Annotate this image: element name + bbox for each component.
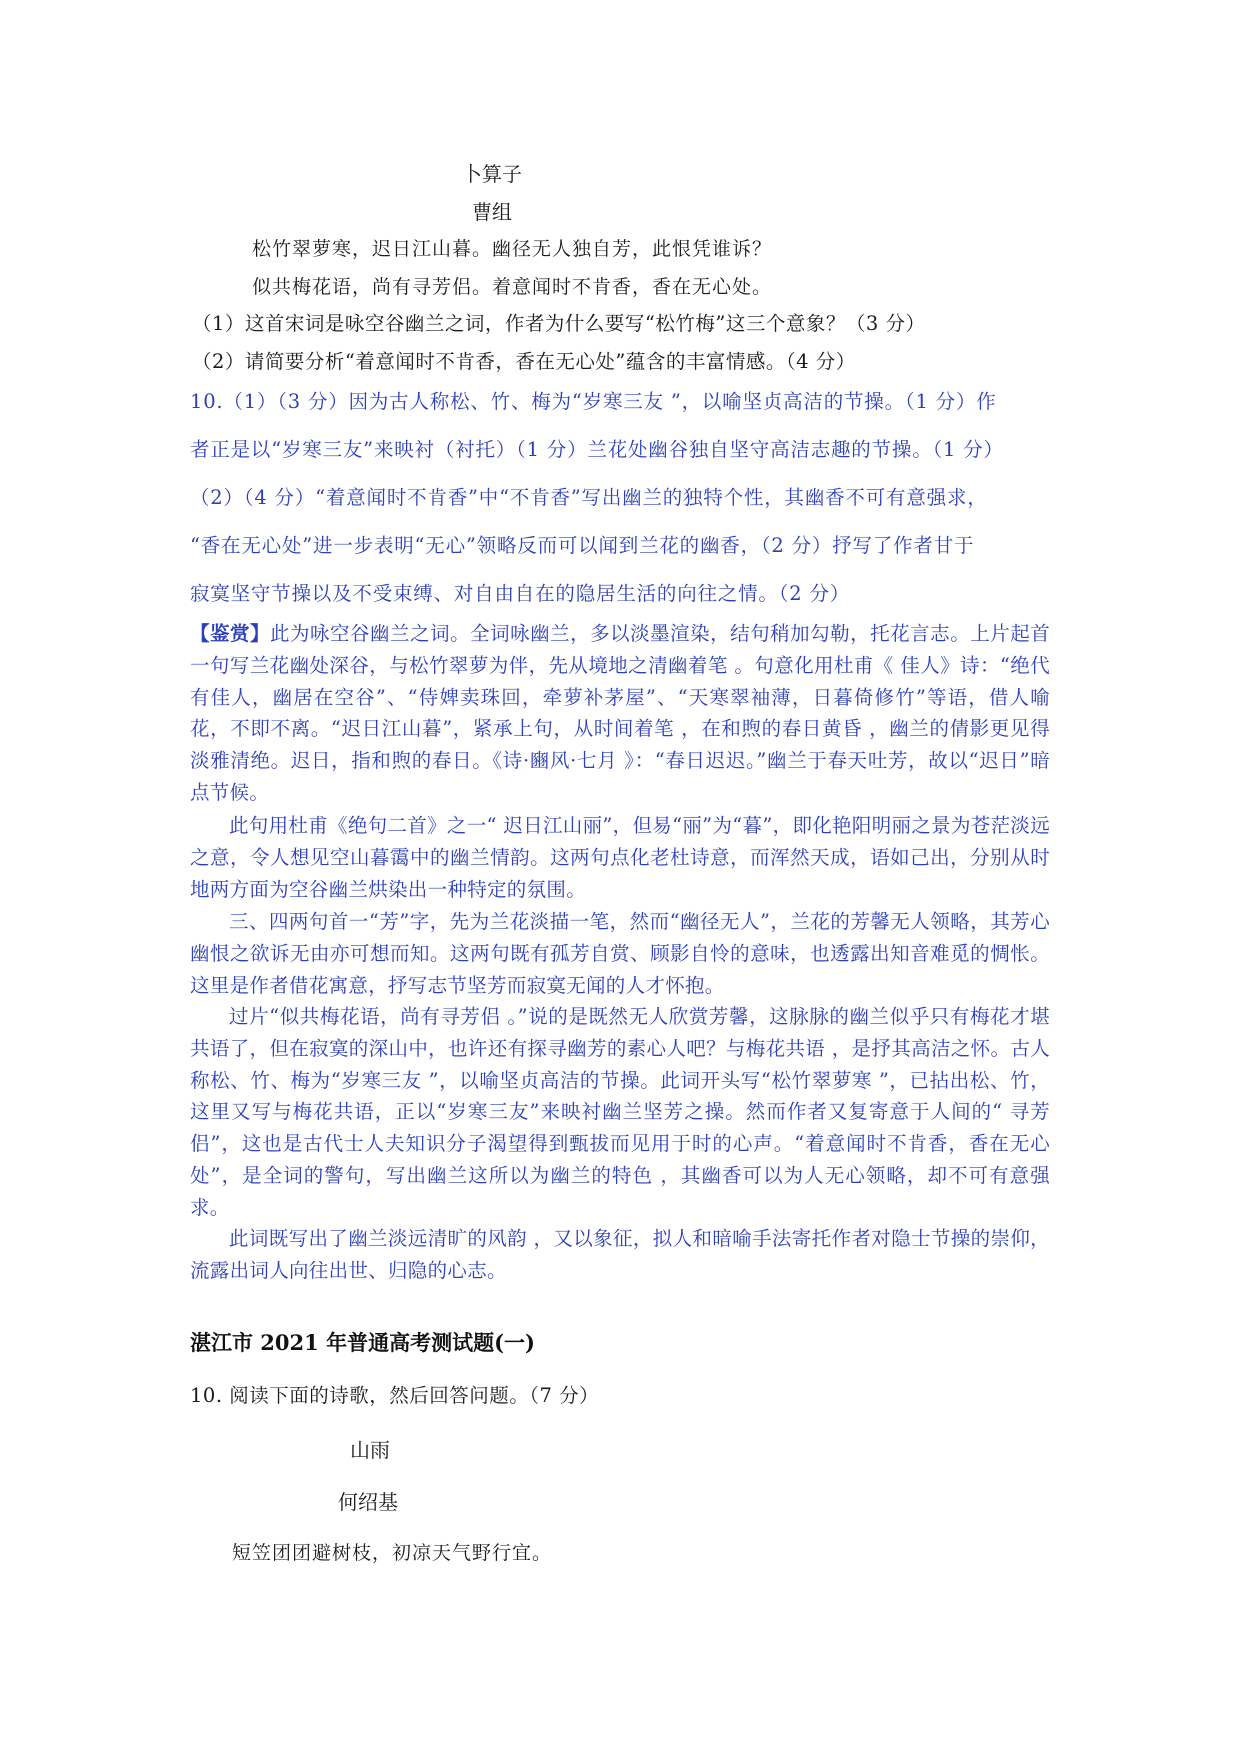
poem2-line-1: 短笠团团避树枝，初凉天气野行宜。 xyxy=(232,1542,553,1564)
appreciation-paragraph-5: 此词既写出了幽兰淡远清旷的风韵 ，又以象征，拟人和暗喻手法寄托作者对隐士节操的崇仰，流露出词人向往出世、归隐的心志。 xyxy=(190,1227,1050,1282)
section-title: 湛江市 2021 年普通高考测试题(一) xyxy=(190,1330,535,1355)
question-1: （1）这首宋词是咏空谷幽兰之词，作者为什么要写“松竹梅”这三个意象？（3 分） xyxy=(192,312,926,335)
answer-line-3: （2）（4 分）“着意闻时不肯香”中“不肯香”写出幽兰的独特个性，其幽香不可有意强求， xyxy=(190,486,988,509)
poem-author: 曹组 xyxy=(472,200,512,224)
answer-line-5: 寂寞坚守节操以及不受束缚、对自由自在的隐居生活的向往之情。（2 分） xyxy=(190,582,851,605)
poem-title: 卜算子 xyxy=(462,162,522,186)
answer-line-4: “香在无心处”进一步表明“无心”领略反而可以闻到兰花的幽香，（2 分）抒写了作者甘于 xyxy=(190,534,975,557)
appreciation-paragraph-4: 过片“似共梅花语，尚有寻芳侣 。”说的是既然无人欣赏芳馨，这脉脉的幽兰似乎只有梅花才堪共语了，但在寂寞的深山中，也许还有探寻幽芳的素心人吧？与梅花共语 ，是抒其高洁之怀。古人称松、竹、梅为“岁寒三友 ”，以喻坚贞高洁的节操。此词开头写“松竹翠萝寒 ”，已拈出松、竹，这里又写与梅花共语，正以“岁寒三友”来映衬幽兰坚芳之操。然而作者又复寄意于人间的“ 寻芳侣”，这也是古代士人夫知识分子渴望得到甄拔而见用于时的心声。“着意闻时不肯香，香在无心处”，是全词的警句，写出幽兰这所以为幽兰的特色 ，其幽香可以为人无心领略，却不可有意强求。 xyxy=(190,1005,1050,1219)
answer-line-1: 10.（1）（3 分）因为古人称松、竹、梅为“岁寒三友 ”，以喻坚贞高洁的节操。（1 分）作 xyxy=(190,390,997,413)
poem-line-1: 松竹翠萝寒，迟日江山暮。幽径无人独自芳，此恨凭谁诉？ xyxy=(252,238,773,260)
answer-line-2: 者正是以“岁寒三友”来映衬（衬托）（1 分）兰花处幽谷独自坚守高洁志趣的节操。（1 分） xyxy=(190,438,1004,461)
poem-line-2: 似共梅花语，尚有寻芳侣。着意闻时不肯香，香在无心处。 xyxy=(252,276,773,298)
appreciation-paragraph-2: 此句用杜甫《绝句二首》之一“ 迟日江山丽”，但易“丽”为“暮”，即化艳阳明丽之景为苍茫淡远之意，令人想见空山暮霭中的幽兰情韵。这两句点化老杜诗意，而浑然天成，语如己出，分别从时地两方面为空谷幽兰烘染出一种特定的氛围。 xyxy=(190,814,1050,901)
poem2-author: 何绍基 xyxy=(338,1490,398,1514)
appreciation-paragraph-3: 三、四两句首一“芳”字，先为兰花淡描一笔，然而“幽径无人”，兰花的芳馨无人领略，其芳心幽恨之欲诉无由亦可想而知。这两句既有孤芳自赏、顾影自怜的意味，也透露出知音难觅的惆怅。这里是作者借花寓意，抒写志节坚芳而寂寞无闻的人才怀抱。 xyxy=(190,910,1050,997)
appreciation-text-1: 此为咏空谷幽兰之词。全词咏幽兰，多以淡墨渲染，结句稍加勾勒，托花言志。上片起首一句写兰花幽处深谷，与松竹翠萝为伴，先从境地之清幽着笔 。句意化用杜甫《 佳人》诗：“绝代有佳人，幽居在空谷”、“侍婢卖珠回，牵萝补茅屋”、“天寒翠袖薄，日暮倚修竹”等语，借人喻花，不即不离。“迟日江山暮”，紧承上句，从时间着笔 ，在和煦的春日黄昏 ，幽兰的倩影更见得淡雅清绝。迟日，指和煦的春日。《诗·豳风·七月 》：“春日迟迟。”幽兰于春天吐芳，故以“迟日”暗点节候。 xyxy=(190,622,1051,804)
appreciation-paragraph-1 xyxy=(190,618,1050,808)
question-2: （2）请简要分析“着意闻时不肯香，香在无心处”蕴含的丰富情感。（4 分） xyxy=(192,350,856,373)
section-question: 10. 阅读下面的诗歌，然后回答问题。（7 分） xyxy=(190,1384,600,1407)
poem2-title: 山雨 xyxy=(350,1438,390,1462)
appreciation-tag: 【鉴赏】 xyxy=(190,622,271,645)
